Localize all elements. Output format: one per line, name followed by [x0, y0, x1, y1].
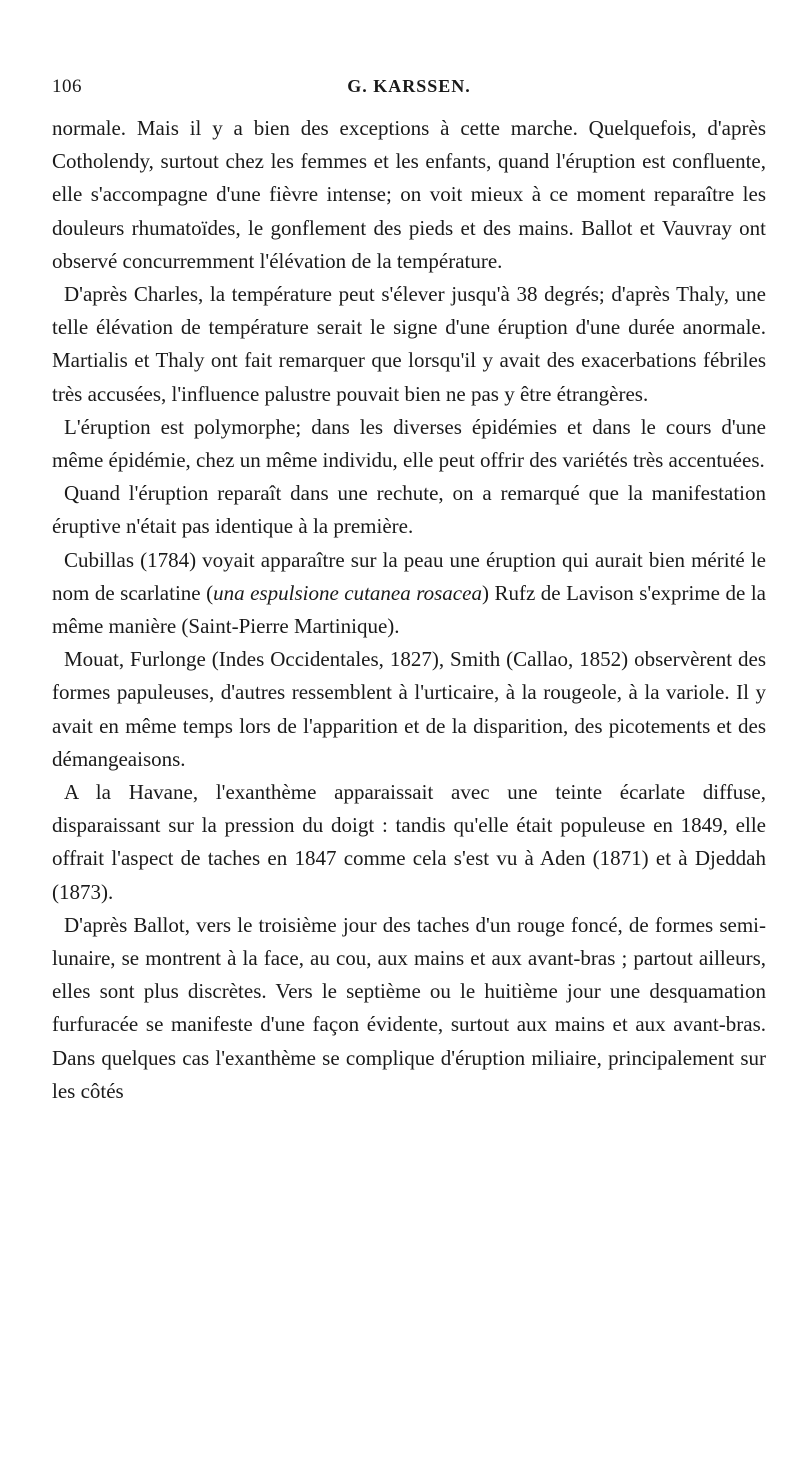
- paragraph-5: [52, 544, 766, 644]
- running-title: G. KARSSEN.: [347, 76, 471, 96]
- paragraph-5-after: ) Rufz de Lavison s'exprime de la même manière (Saint-Pierre Martinique).: [52, 580, 766, 639]
- page-number: 106: [52, 76, 82, 97]
- paragraph-2: D'après Charles, la température peut s'élever jusqu'à 38 degrés; d'après Thaly, une telle élévation de température serait le signe d'une éruption d'une durée anormale. Martialis et Thaly ont fait remarquer que lorsqu'il y avait des exacerbations fébriles très accusées, l'influence palustre pouvait bien ne pas y être étrangères.: [52, 282, 766, 406]
- paragraph-4: Quand l'éruption reparaît dans une rechute, on a remarqué que la manifestation éruptive n'était pas identique à la première.: [52, 481, 766, 539]
- paragraph-5-before: Cubillas (1784) voyait apparaître sur la peau une éruption qui aurait bien mérité le nom de scarlatine (: [52, 547, 766, 605]
- paragraph-7: A la Havane, l'exanthème apparaissait avec une teinte écarlate diffuse, disparaissant sur la pression du doigt : tandis qu'elle était populeuse en 1849, elle offrait l'aspect de taches en 1847 comme cela s'est vu à Aden (1871) et à Djeddah (1873).: [52, 780, 766, 904]
- paragraph-5-italic: una espulsione cutanea rosacea: [213, 580, 482, 605]
- paragraph-1: normale. Mais il y a bien des exceptions à cette marche. Quelquefois, d'après Cotholendy, surtout chez les femmes et les enfants, quand l'éruption est confluente, elle s'accompagne d'une fièvre intense; on voit mieux à ce moment reparaître les douleurs rhumatoïdes, le gonflement des pieds et des mains. Ballot et Vauvray ont observé concurremment l'élévation de la température.: [52, 116, 766, 273]
- paragraph-6: Mouat, Furlonge (Indes Occidentales, 1827), Smith (Callao, 1852) observèrent des formes papuleuses, d'autres ressemblent à l'urticaire, à la rougeole, à la variole. Il y avait en même temps lors de l'apparition et de la disparition, des picotements et des démangeaisons.: [52, 647, 766, 771]
- paragraph-3: L'éruption est polymorphe; dans les diverses épidémies et dans le cours d'une même épidémie, chez un même individu, elle peut offrir des variétés très accentuées.: [52, 414, 766, 473]
- running-header: [52, 70, 766, 102]
- paragraph-8: D'après Ballot, vers le troisième jour des taches d'un rouge foncé, de formes semi-lunaire, se montrent à la face, au cou, aux mains et aux avant-bras ; partout ailleurs, elles sont plus discrètes. Vers le septième ou le huitième jour une desquamation furfuracée se manifeste d'une façon évidente, surtout aux mains et aux avant-bras. Dans quelques cas l'exanthème se complique d'éruption miliaire, principalement sur les côtés: [52, 912, 766, 1103]
- body-text: [52, 112, 766, 1108]
- book-page: [52, 70, 766, 1108]
